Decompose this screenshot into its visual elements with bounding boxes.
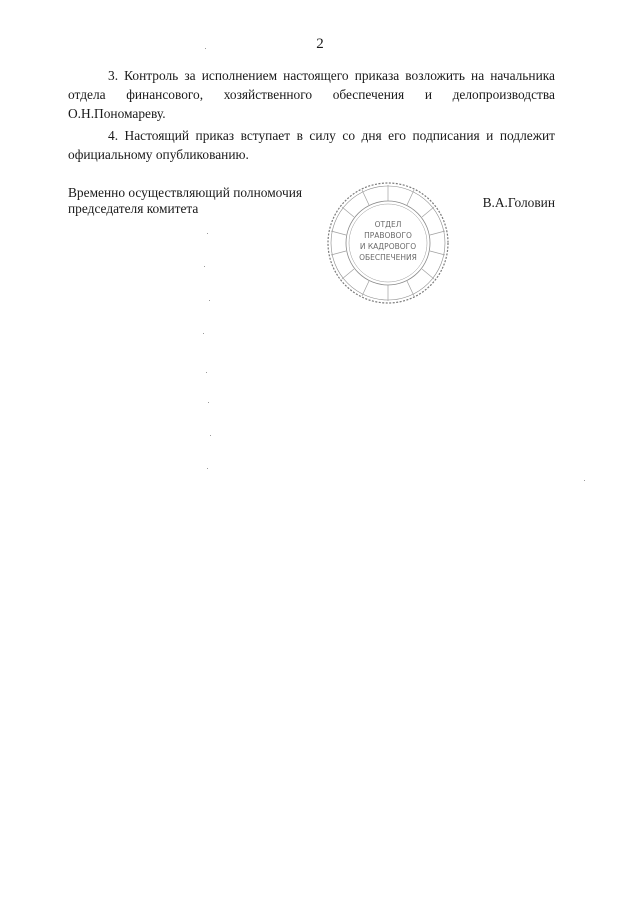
scan-speck bbox=[204, 266, 205, 267]
stamp-line-1: ОТДЕЛ bbox=[374, 220, 402, 229]
signatory-name: В.А.Головин bbox=[482, 195, 555, 210]
signatory-position bbox=[68, 185, 348, 217]
stamp-line-4: ОБЕСПЕЧЕНИЯ bbox=[359, 253, 417, 262]
paragraph-4: 4. Настоящий приказ вступает в силу со дня его подписания и подлежит официальному опубликованию. bbox=[68, 128, 555, 162]
official-stamp-icon bbox=[324, 179, 452, 307]
scan-speck bbox=[209, 300, 210, 301]
scan-speck bbox=[210, 435, 211, 436]
paragraph-3: 3. Контроль за исполнением настоящего приказа возложить на начальника отдела финансового, хозяйственного обеспечения и делопроизводства О.Н.Пономареву. bbox=[68, 68, 555, 121]
signature-block bbox=[68, 185, 555, 315]
signatory-position-line2: председателя комитета bbox=[68, 201, 199, 216]
scan-speck bbox=[206, 372, 207, 373]
scan-speck bbox=[207, 468, 208, 469]
scan-speck bbox=[205, 48, 206, 49]
scan-speck bbox=[208, 402, 209, 403]
stamp-line-2: ПРАВОВОГО bbox=[364, 231, 412, 240]
signatory-position-line1: Временно осуществляющий полномочия bbox=[68, 185, 303, 200]
stamp-line-3: И КАДРОВОГО bbox=[359, 242, 417, 251]
page-number: 2 bbox=[316, 36, 324, 52]
scan-speck bbox=[584, 480, 585, 481]
scan-speck bbox=[207, 233, 208, 234]
scan-speck bbox=[203, 333, 204, 334]
document-body bbox=[68, 66, 555, 167]
